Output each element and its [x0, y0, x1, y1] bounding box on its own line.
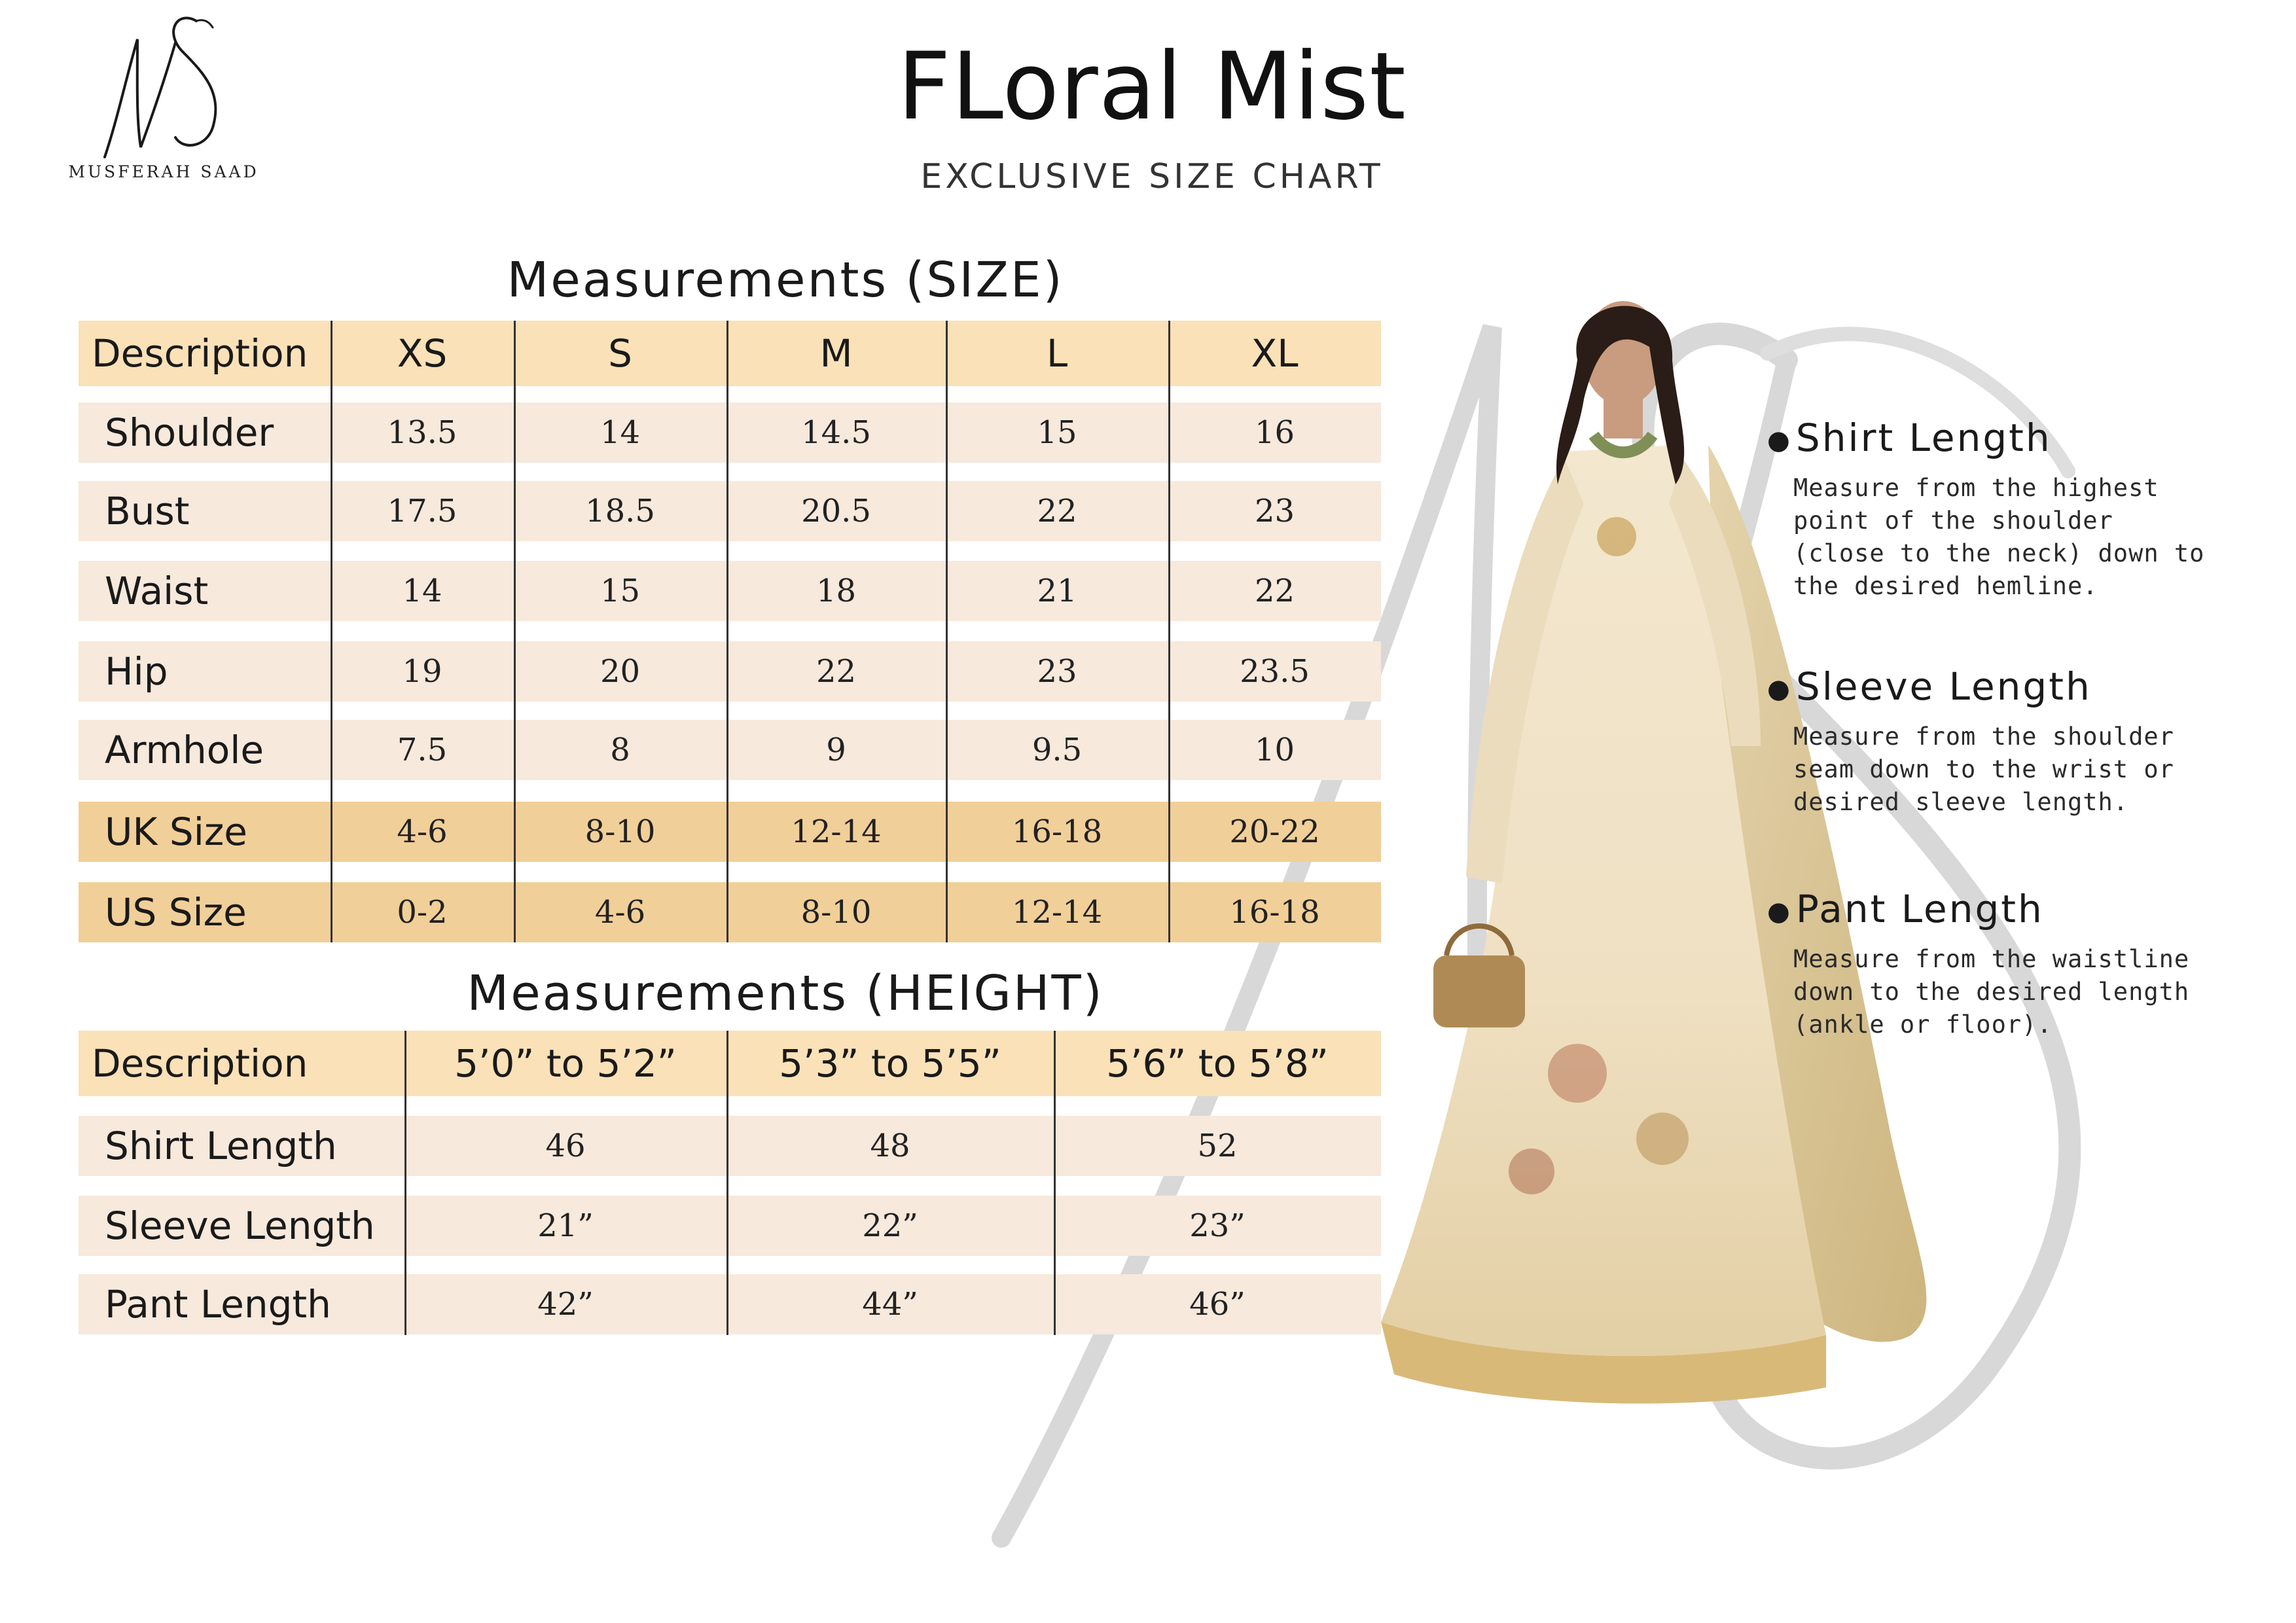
- table-row: [79, 802, 1381, 862]
- row-label: Shirt Length: [105, 1124, 337, 1168]
- table-cell: 46”: [1189, 1286, 1246, 1323]
- table-cell: 8-10: [584, 813, 656, 850]
- bullet-icon: ●: [1767, 673, 1792, 704]
- column-divider: [331, 321, 332, 942]
- table-cell: 23.5: [1240, 653, 1310, 690]
- column-header: M: [819, 331, 853, 376]
- column-header-description: Description: [92, 1041, 308, 1086]
- table-cell: 9.5: [1031, 732, 1083, 768]
- table-row: [79, 641, 1381, 702]
- note-title: ● Pant Length: [1767, 887, 2044, 931]
- table-cell: 21”: [537, 1207, 594, 1244]
- table-cell: 4-6: [594, 894, 646, 931]
- row-label: UK Size: [105, 810, 247, 854]
- column-divider: [1054, 1031, 1056, 1335]
- table-cell: 52: [1197, 1128, 1238, 1164]
- table-cell: 8: [610, 732, 630, 768]
- table-header-row: [79, 321, 1381, 386]
- note-body: Measure from the waistline down to the desired length (ankle or floor).: [1793, 945, 2190, 1039]
- row-label: Shoulder: [105, 410, 274, 455]
- table-cell: 12-14: [791, 813, 882, 850]
- table-cell: 21: [1037, 573, 1077, 609]
- table-cell: 46: [545, 1128, 586, 1164]
- note-title: ● Sleeve Length: [1767, 664, 2092, 709]
- column-divider: [726, 1031, 728, 1335]
- page-subtitle: EXCLUSIVE SIZE CHART: [920, 157, 1384, 196]
- table-cell: 16-18: [1011, 813, 1103, 850]
- table-cell: 23: [1254, 493, 1295, 529]
- table-cell: 22: [816, 653, 857, 690]
- table-cell: 14: [600, 414, 641, 451]
- table-cell: 9: [826, 732, 846, 768]
- row-label: Armhole: [105, 728, 264, 772]
- table-row: [79, 402, 1381, 463]
- height-table-title: Measurements (HEIGHT): [467, 965, 1104, 1022]
- brand-name: MUSFERAH SAAD: [68, 162, 259, 181]
- table-cell: 18: [816, 573, 857, 609]
- table-cell: 20.5: [801, 493, 871, 529]
- table-row: [79, 481, 1381, 541]
- table-cell: 22: [1037, 493, 1077, 529]
- column-divider: [946, 321, 948, 942]
- column-header: XL: [1251, 331, 1299, 376]
- table-cell: 16: [1254, 414, 1295, 451]
- table-cell: 20-22: [1229, 813, 1320, 850]
- table-cell: 44”: [862, 1286, 918, 1323]
- row-label: Sleeve Length: [105, 1204, 375, 1248]
- note-body: Measure from the highest point of the shoulder (close to the neck) down to the desired hemline.: [1793, 474, 2205, 600]
- table-cell: 15: [600, 573, 641, 609]
- ms-monogram-icon: [92, 13, 249, 164]
- note-title: ● Shirt Length: [1767, 416, 2052, 460]
- column-header-description: Description: [92, 331, 308, 376]
- table-cell: 22”: [862, 1207, 918, 1244]
- table-cell: 4-6: [397, 813, 448, 850]
- row-label: Pant Length: [105, 1282, 331, 1327]
- row-label: Waist: [105, 569, 209, 613]
- table-cell: 18.5: [585, 493, 655, 529]
- table-cell: 23”: [1189, 1207, 1246, 1244]
- size-table: [79, 321, 1381, 942]
- height-table: [79, 1031, 1381, 1338]
- column-header: 5’6” to 5’8”: [1106, 1041, 1329, 1086]
- table-cell: 15: [1037, 414, 1077, 451]
- table-row: [79, 1274, 1381, 1334]
- column-divider: [726, 321, 728, 942]
- table-cell: 12-14: [1011, 894, 1103, 931]
- note-sleeve-length: [1767, 664, 2238, 819]
- column-divider: [1168, 321, 1170, 942]
- table-cell: 0-2: [397, 894, 448, 931]
- table-cell: 17.5: [387, 493, 457, 529]
- table-row: [79, 1196, 1381, 1256]
- table-cell: 10: [1254, 732, 1295, 768]
- table-header-row: [79, 1031, 1381, 1096]
- column-divider: [404, 1031, 406, 1335]
- page-title: FLoral Mist: [897, 33, 1407, 141]
- row-label: US Size: [105, 890, 247, 935]
- bullet-icon: ●: [1767, 425, 1792, 455]
- column-header: XS: [397, 331, 448, 376]
- table-row: [79, 720, 1381, 780]
- table-cell: 22: [1254, 573, 1295, 609]
- table-cell: 16-18: [1229, 894, 1320, 931]
- table-row: [79, 561, 1381, 621]
- column-divider: [514, 321, 516, 942]
- brand-logo[interactable]: [65, 13, 262, 183]
- note-shirt-length: [1767, 416, 2238, 603]
- row-label: Bust: [105, 489, 190, 533]
- note-pant-length: [1767, 887, 2238, 1041]
- table-cell: 42”: [537, 1286, 594, 1323]
- column-header: 5’3” to 5’5”: [779, 1041, 1001, 1086]
- bullet-icon: ●: [1767, 896, 1792, 927]
- table-row: [79, 1116, 1381, 1176]
- table-cell: 14: [402, 573, 442, 609]
- table-cell: 13.5: [387, 414, 457, 451]
- column-header: L: [1046, 331, 1068, 376]
- table-cell: 14.5: [801, 414, 871, 451]
- table-cell: 20: [600, 653, 641, 690]
- table-cell: 19: [402, 653, 442, 690]
- table-cell: 7.5: [397, 732, 448, 768]
- column-header: 5’0” to 5’2”: [454, 1041, 677, 1086]
- note-body: Measure from the shoulder seam down to the wrist or desired sleeve length.: [1793, 722, 2174, 816]
- table-cell: 48: [870, 1128, 910, 1164]
- table-cell: 23: [1037, 653, 1077, 690]
- column-header: S: [608, 331, 632, 376]
- table-cell: 8-10: [800, 894, 872, 931]
- size-table-title: Measurements (SIZE): [507, 252, 1064, 308]
- table-row: [79, 882, 1381, 942]
- row-label: Hip: [105, 649, 168, 694]
